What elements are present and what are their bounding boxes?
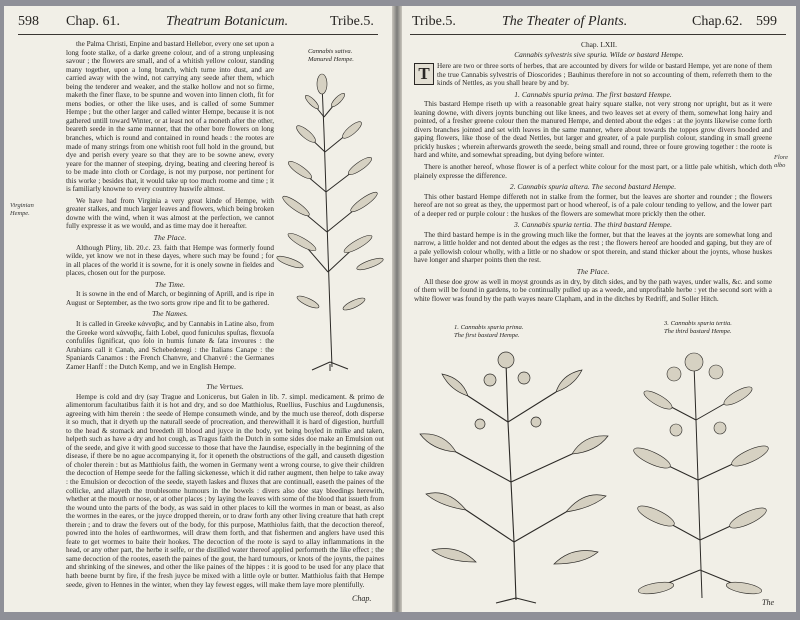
right-tribe: Tribe.5. — [412, 14, 456, 29]
right-heading-2: 2. Cannabis spuria altera. The second bastard Hempe. — [509, 182, 677, 192]
left-para-names: It is called in Greeke κάνναβις, and by Cannabis in Latine also, from the Greeke word κάνναβις, faith Lobel, quod funiculus spuſtas, flexuoſa confuſiſes ſignificat, quo ſolo in humis ſunate & ſata invoures : the Arabians call it Canab, and Schebedenegi : the Italians Canape : the Spaniards Canamos : the French Chanvre, and Chanvré : the Germanes Zamer Hanff : the Dutch Kemp, and we in English Hempe. — [66, 319, 274, 371]
dropcap: T — [414, 63, 434, 85]
right-page — [402, 6, 796, 612]
caption-english: Manured Hempe. — [308, 56, 354, 63]
third-bastard-hempe-illustration — [616, 340, 788, 602]
intro-text: Here are two or three sorts of herbes, that are accounted by divers for wilde or bastard Hempe, yet are none of them the true Cannabis sylvestris of Dioscorides ; Bauhinus therefore in not so accounting of them, referreth them to the kinds of Nettles, as you shall heare by and by. — [437, 62, 772, 88]
left-chapter: Chap. 61. — [66, 14, 121, 29]
right-para-2: This other bastard Hempe differeth not in stalke from the former, but the leaves are shorter and rounder ; the flowers hereof are not so great as they, the uppermost part or hood whereof, is of a pale colour tending to yellow, and the lower part of a deeper red or purple colour : the huskes of the flowers are somewhat more prickly then the other. — [414, 192, 772, 218]
left-page-number: 598 — [18, 14, 39, 29]
left-para-virtues: Hempe is cold and dry (say Trague and Lonicerus, but Galen in lib. 7. simpl. medicament. & primo de alimentorum facultatibus faith it is hot and dry, and so doe Matthiolus, Ruellius, Fuschius and Lugdunensis, agreeing with him therein : the seede of Hempe consumeth winde, and by the much use thereof, doth disperse it so much, that it dryeth up the naturall seede of procreation, and therewithall it is hard of digestion, hurtfull to the head & stomack and breedeth ill blood and juyce in the body, yet being boyled in milke and taken, helpeth such as have a dry and hot cough, as Tragus faith the Dutch in some sides doe make an Emulsion out of the seede, and give it with good successe to those that have the Jaundise, especially in the beginning of the disease, if there be no ague accompanying it, for it openeth the obstructions of the gall, and causeth digestion of choler therein : but as Matthiolus faith, the women in Germany went a wrong course, to give their children the decoction of Hempe seede for the falling sickenesse, which it did rather augment, then helpe to take away : the Emulsion or decoction of the seede, stayeth laskes and fluxes that are continuall, easeth the paines of the collicke, and allayeth the troublesome humours in the bowels : divers also doe stay bleedings herewith, whether at the mouth or nose, or at other places ; by laying the leaves with some of the blood that issueth from the wound unto the parts of the body, as was said in other places to kill the wormes in man or beast, as also the wormes in the eares, or the juyce dropped therein, or to draw forth any other living creature that hath crept therein ; and to draw the fevers out of the body, for this purpose, Matthiolus faith, that the decoction thereof, powred into the holes of earthwormes, will draw them forth, and that fishermen and anglers have used this feate to get wormes to baite their hookes. The decoction of the roote is sayd to allay inflammations in the head, or any other part, the herbe it selfe, or the distilled water thereof applied performeth the like effect ; the same decoction of the rootes, easeth the paines of the gout, the hard tumours, or knots of the joynts, the paines and shrinking of the sinewes, and other the like paines of the hippes : it is good to be used for any place that hath beene burnt by fire, if the fresh juyce be mixed with a little oyle or butter. Matthiolus faith that Hempe seede, given to Hennes in the winter, when they lay fewest egges, will make them laye more plentifully. — [66, 392, 384, 589]
right-header-rule — [410, 34, 786, 35]
left-tribe: Tribe.5. — [330, 14, 374, 29]
left-virtues-section — [66, 382, 384, 592]
book-gutter — [392, 6, 402, 612]
manured-hempe-illustration — [272, 72, 390, 372]
left-heading-place: The Place. — [153, 233, 187, 243]
right-caption-1 — [454, 324, 604, 340]
left-margin-note — [10, 202, 60, 217]
margin-note-line: Hempe. — [10, 209, 30, 217]
left-running-header — [4, 12, 392, 34]
right-running-header — [402, 12, 796, 34]
right-heading-3: 3. Cannabis spuria tertia. The third bastard Hempe. — [513, 220, 673, 230]
left-para-description: the Palma Christi, Enpine and bastard Hellebor, every one set upon a long foote stalke, of a darke greene colour, and of a strong unpleasing savour ; the flowers are small, and of a whitish yellow colour, standing many together, upon a long branch, which turne into dust, and are carried away with the wind, not carrying any seede after them, which being the tenderer and weaker, and the stalke hollow and not so firme, maketh the finer flaxe, to be spunne and woven into linnen cloth, fit for mens bodies, or other the like uses, and is called of some Summer Hempe ; but the other larger and called winter Hempe, because it is not gathered untill toward Winter, or at least not of a moneth after the other, beareth seede in the same manner, that the other bore flowers on long branches, which is round and contained in round heads : the rootes are made of many strings from one whitish root full hold in the ground, but dye and perish every yeare so that they are to be sowne anew, every yeare for the manner of steeping, drying, beating and cleering hereof is to be made into cloth or Cordage, is not my purpose, nor pertinent for this worke ; besides that, it would take up too much roome and time ; it is familiarly knowne to every countrey huswife almost. — [66, 40, 274, 194]
right-para-1: This bastard Hempe riseth up with a reasonable great hairy square stalke, not very strong nor upright, but as it were leaning downe, with divers joynts bunching out like knees, and two leaves set at every of them, somewhat long hairy and pointed, of a fresher greene colour then the manured Hempe, and dented about the edges : at the joynts likewise come forth divers branches jointed and set with leaves in the same manner, where about towards the toppes grow divers hooded and gaping flowers, like those of the dead Nettles, but larger and greater, of a pale purplish colour, standing in small greene prickly huskes ; wherein afterwards groweth the seede, being small and round, three or foure growing together : the roote is hard and white, and somewhat spreading, but dying before winter. — [414, 100, 772, 160]
right-chapter: Chap.62. — [692, 14, 743, 29]
caption-english: The third bastard Hempe. — [664, 328, 732, 335]
margin-note-line: Virginian — [10, 202, 34, 209]
right-para-1b: There is another hereof, whose flower is of a perfect white colour for the most part, or a little pale whitish, which doth plainely expresse the difference. — [414, 163, 772, 180]
right-caption-2 — [664, 320, 784, 336]
left-top-column — [66, 40, 274, 374]
right-catchword: The — [762, 598, 774, 607]
left-catchword: Chap. — [352, 594, 372, 603]
left-header-rule — [18, 34, 378, 35]
left-figure-caption — [308, 48, 386, 64]
left-para-virginia: We have had from Virginia a very great kinde of Hempe, with greater stalkes, and much larger leaves and flowers, which being broken downe with the wind, when it was almost at the perfection, we cannot fully expresse it as we would, and as time may doe it hereafter. — [66, 196, 274, 231]
right-heading-place: The Place. — [576, 267, 610, 277]
left-heading-names: The Names. — [152, 309, 188, 319]
first-bastard-hempe-illustration — [416, 342, 616, 604]
right-main-text — [414, 62, 772, 306]
right-para-intro — [414, 62, 772, 88]
right-para-place: All these doe grow as well in moyst grounds as in dry, by ditch sides, and by the path wayes, under walls, &c. and some of them will be found in gardens, to be continually pulled up as a weede, and unprofitable herbe : yet the second sort with a white flower was found by the path wayes neare Clapham, and in the ditches by Redriff, and Soller Hitch. — [414, 277, 772, 303]
caption-latin: Cannabis sativa. — [308, 48, 353, 55]
left-running-title: Theatrum Botanicum. — [166, 14, 289, 29]
right-heading-1: 1. Cannabis spuria prima. The first bastard Hempe. — [514, 89, 672, 99]
right-running-title: The Theater of Plants. — [502, 14, 628, 29]
right-para-3: The third bastard hempe is in the growing much like the former, but that the leaves at the joynts are somewhat long and narrow, a little holder and not dented about the edges as the rest ; the flowers hereof are hooded and gaping, but they are of a pale yellowish colour wholly, with a little or no shadow or spot therein, and stand thicker about the joynts, whose huskes have longer and sharper points then the rest. — [414, 230, 772, 265]
right-margin-note: Flore albo — [774, 154, 788, 169]
left-page — [4, 6, 392, 612]
right-chapter-subtitle: Cannabis sylvestris sive spuria. Wilde or bastard Hempe. — [514, 50, 684, 59]
caption-latin: 1. Cannabis spuria prima. — [454, 324, 524, 331]
right-page-number: 599 — [756, 14, 777, 29]
left-para-time: It is sowne in the end of March, or beginning of Aprill, and is ripe in August or September, as the two sorts grow ripe and fit to be gathered. — [66, 290, 274, 307]
left-para-place: Although Pliny, lib. 20.c. 23. faith that Hempe was formerly found wilde, yet know we not in these dayes, where such may be found ; for in all places of the world it is sowne, for it is onely sowne in fieldes and places, chosen out for the purpose. — [66, 243, 274, 278]
caption-latin: 3. Cannabis spuria tertia. — [664, 320, 732, 327]
right-chapter-heading: Chap. LXII. — [581, 40, 617, 49]
caption-english: The first bastard Hempe. — [454, 332, 520, 339]
left-heading-virtues: The Vertues. — [206, 382, 244, 391]
left-heading-time: The Time. — [155, 279, 185, 289]
